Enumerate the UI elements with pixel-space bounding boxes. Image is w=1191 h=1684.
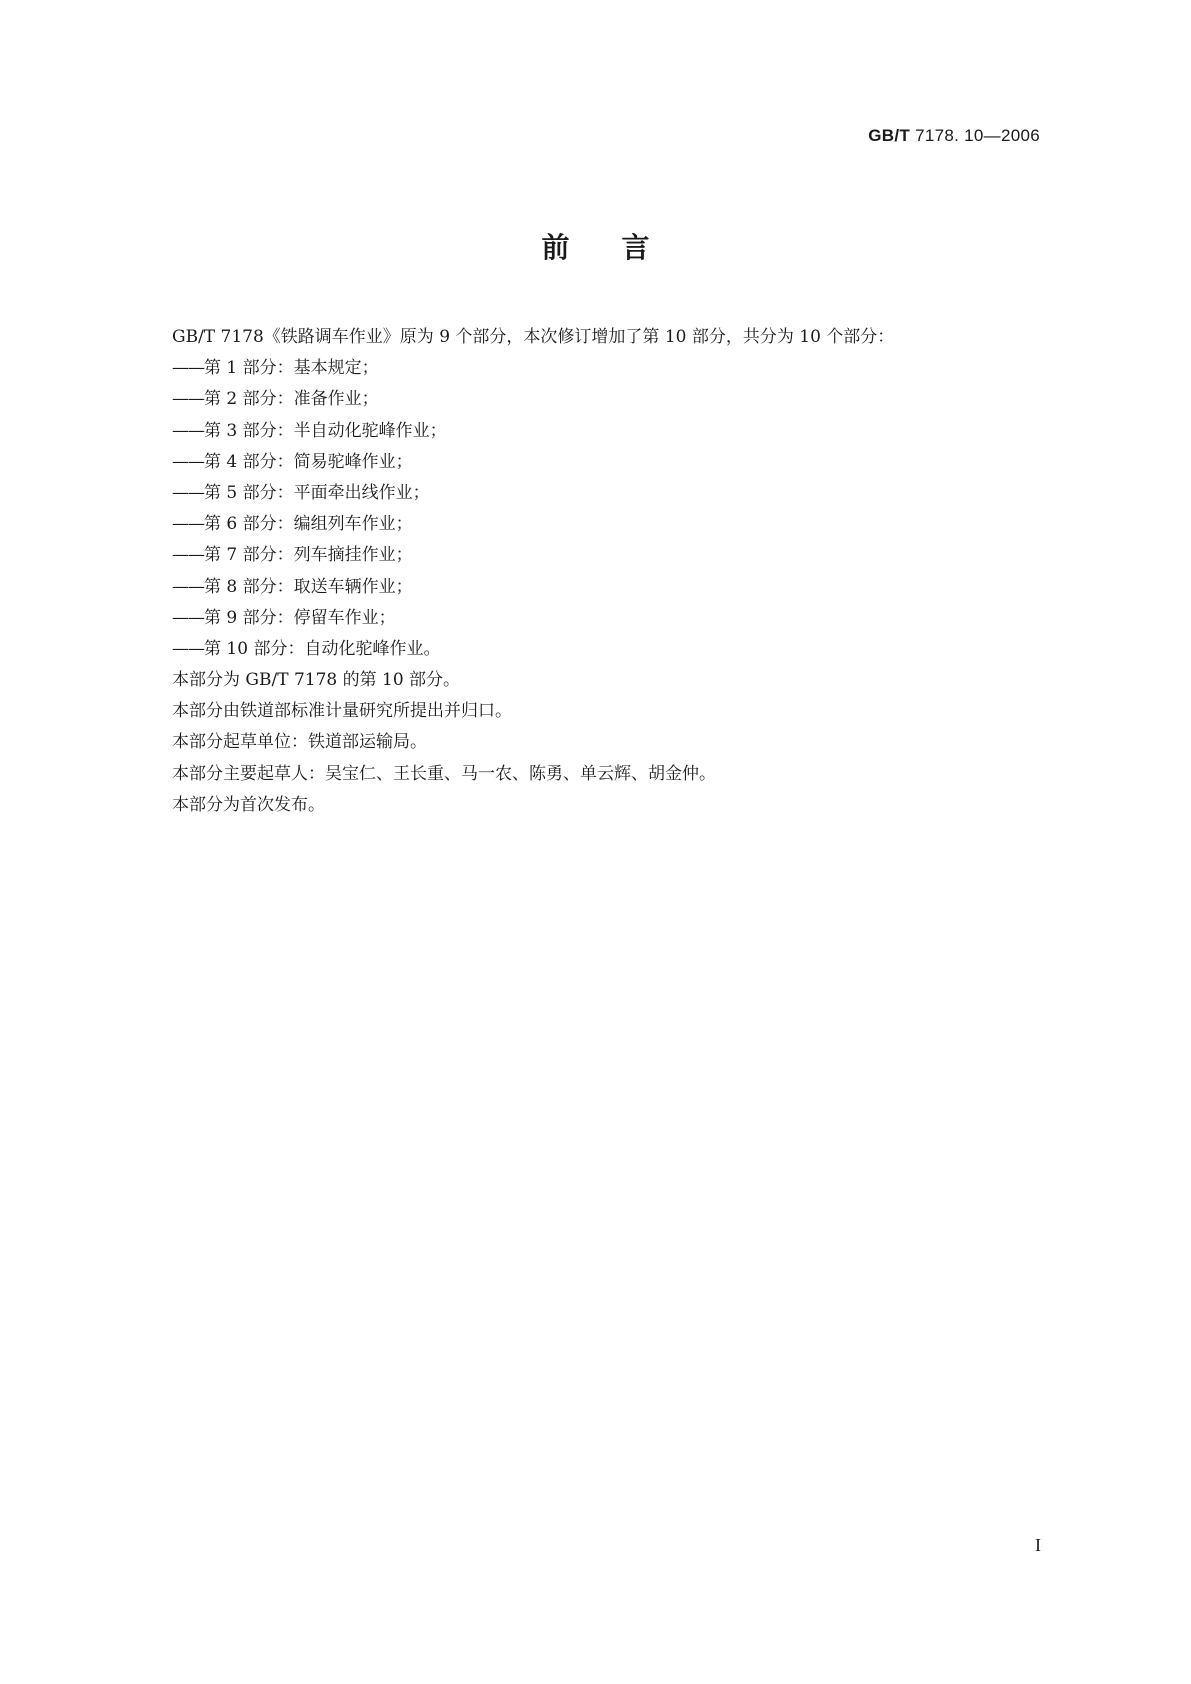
list-item-text: 第 3 部分：半自动化驼峰作业；	[204, 420, 447, 441]
list-dash: ——	[172, 638, 204, 659]
list-item-text: 第 10 部分：自动化驼峰作业。	[204, 638, 441, 659]
list-dash: ——	[172, 420, 204, 441]
list-item	[172, 416, 1032, 447]
list-item	[172, 478, 1032, 509]
list-dash: ——	[172, 514, 204, 535]
list-item	[172, 634, 1032, 665]
list-dash: ——	[172, 576, 204, 597]
list-dash: ——	[172, 451, 204, 472]
list-item-text: 第 8 部分：取送车辆作业；	[204, 576, 413, 597]
list-item-text: 第 5 部分：平面牵出线作业；	[204, 482, 430, 503]
list-dash: ——	[172, 389, 204, 410]
list-item-text: 第 9 部分：停留车作业；	[204, 607, 396, 628]
list-item	[172, 509, 1032, 540]
list-dash: ——	[172, 482, 204, 503]
list-dash: ——	[172, 358, 204, 379]
list-item	[172, 447, 1032, 478]
statement-first-release: 本部分为首次发布。	[172, 794, 325, 815]
list-item-text: 第 4 部分：简易驼峰作业；	[204, 451, 413, 472]
list-dash: ——	[172, 607, 204, 628]
list-item-text: 第 1 部分：基本规定；	[204, 358, 379, 379]
list-dash: ——	[172, 545, 204, 566]
list-item	[172, 384, 1032, 415]
foreword-body	[172, 322, 1032, 821]
page-number: I	[1035, 1535, 1041, 1555]
statement-drafting-unit: 本部分起草单位：铁道部运输局。	[172, 732, 427, 753]
statement-drafters: 本部分主要起草人：吴宝仁、王长重、马一农、陈勇、单云辉、胡金仲。	[172, 763, 716, 784]
standard-code-header	[868, 126, 1040, 146]
list-item	[172, 353, 1032, 384]
list-item	[172, 540, 1032, 571]
statement-part-number: 本部分为 GB/T 7178 的第 10 部分。	[172, 670, 461, 691]
standard-code-prefix: GB/T	[868, 126, 911, 145]
intro-paragraph: GB/T 7178《铁路调车作业》原为 9 个部分，本次修订增加了第 10 部分，共分为 10 个部分：	[172, 327, 895, 347]
list-item	[172, 572, 1032, 603]
standard-code-number: 7178. 10—2006	[910, 126, 1040, 145]
list-item-text: 第 6 部分：编组列车作业；	[204, 514, 413, 535]
list-item-text: 第 2 部分：准备作业；	[204, 389, 379, 410]
list-item	[172, 603, 1032, 634]
list-item-text: 第 7 部分：列车摘挂作业；	[204, 545, 413, 566]
page-title: 前言	[541, 231, 702, 264]
statement-proposer: 本部分由铁道部标准计量研究所提出并归口。	[172, 701, 512, 722]
